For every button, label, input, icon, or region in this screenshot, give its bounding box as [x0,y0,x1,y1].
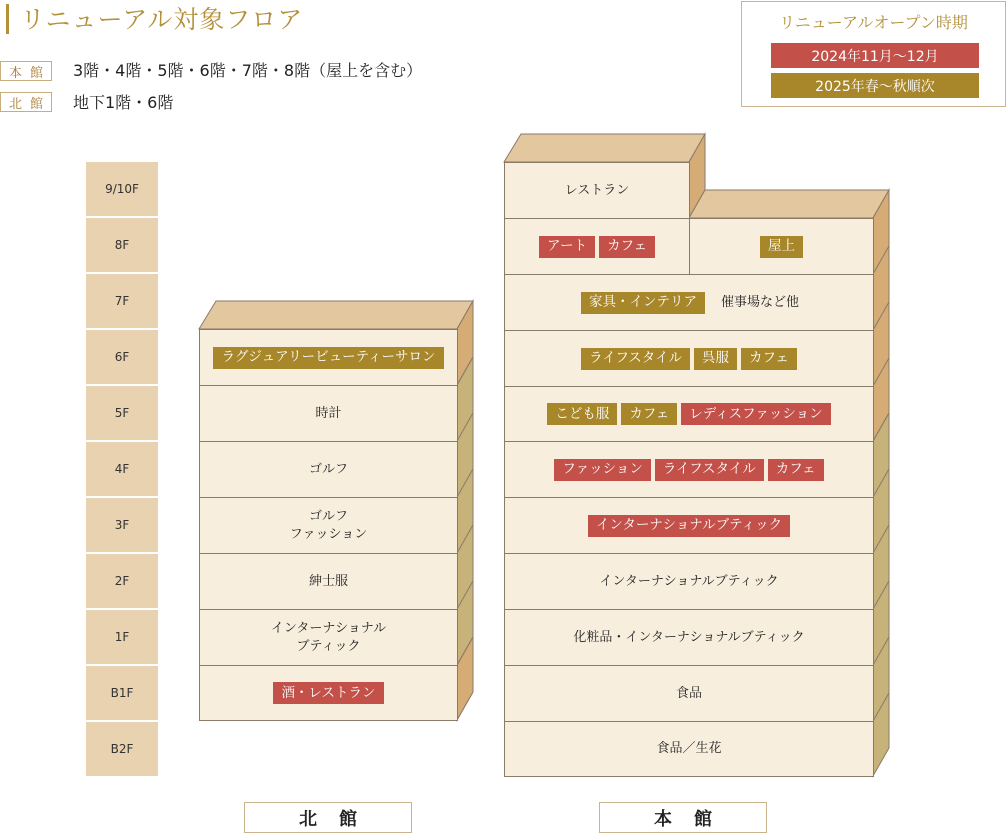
north-floor-3f: ゴルフ ファッション [199,497,458,554]
main-floor-1f: 化粧品・インターナショナルブティック [504,609,874,666]
north-roof [199,301,473,329]
floor-label-4f: 4F [86,442,158,496]
main-6f-tag-lifestyle: ライフスタイル [581,348,690,370]
north-floor-1f: インターナショナル ブティック [199,609,458,666]
north-floor-6f [199,329,458,386]
main-5f-tag-ladies: レディスファッション [681,403,830,425]
floor-label-5f: 5F [86,386,158,440]
main-floor-7f [504,274,874,331]
main-8f-tag-art: アート [539,236,595,258]
floor-label-b2f: B2F [86,722,158,776]
main-floor-b2f: 食品／生花 [504,721,874,777]
main-floor-3f [504,497,874,554]
floor-label-6f: 6F [86,330,158,384]
north-b1f-tag: 酒・レストラン [273,682,383,704]
legend-title: リニューアルオープン時期 [779,13,968,32]
main-7f-text: 催事場など他 [720,294,799,310]
main-4f-tag-cafe: カフェ [768,459,824,481]
main-floor-8f-right [689,218,874,275]
floor-label-3f: 3F [86,498,158,552]
north-floor-4f: ゴルフ [199,441,458,498]
main-roof [689,190,889,218]
main-4f-tag-lifestyle: ライフスタイル [655,459,764,481]
main-floor-9-10f: レストラン [504,162,690,219]
main-8f-tag-rooftop: 屋上 [760,236,803,258]
main-building-label: 本館 [599,802,767,833]
main-6f-tag-gofuku: 呉服 [694,348,737,370]
legend-item-2024: 2024年11月〜12月 [771,43,979,68]
main-tower-roof [504,134,705,162]
main-building-tag: 本館 [0,61,52,81]
floor-label-9-10f: 9/10F [86,162,158,216]
floor-label-b1f: B1F [86,666,158,720]
main-floor-b1f: 食品 [504,665,874,722]
north-floor-2f: 紳士服 [199,553,458,610]
main-5f-tag-cafe: カフェ [621,403,677,425]
main-3f-tag: インターナショナルブティック [588,515,790,537]
floor-label-7f: 7F [86,274,158,328]
main-building-floors: 3階・4階・5階・6階・7階・8階（屋上を含む） [73,61,423,80]
legend-item-2025: 2025年春〜秋順次 [771,73,979,98]
main-floor-6f [504,330,874,387]
floor-label-2f: 2F [86,554,158,608]
north-building-label: 北館 [244,802,412,833]
north-6f-tag: ラグジュアリービューティーサロン [213,347,443,369]
main-8f-tag-cafe: カフェ [599,236,655,258]
main-5f-tag-kids: こども服 [547,403,617,425]
main-6f-tag-cafe: カフェ [741,348,797,370]
main-floor-4f [504,441,874,498]
page-title: リニューアル対象フロア [20,5,304,34]
main-7f-tag: 家具・インテリア [581,292,705,314]
north-floor-5f: 時計 [199,385,458,442]
main-floor-5f [504,386,874,442]
main-4f-tag-fashion: ファッション [554,459,650,481]
north-floor-b1f [199,665,458,721]
main-floor-2f: インターナショナルブティック [504,553,874,610]
floor-label-8f: 8F [86,218,158,272]
main-floor-8f-left [504,218,690,275]
floor-label-1f: 1F [86,610,158,664]
north-building-tag: 北館 [0,92,52,112]
north-building-floors: 地下1階・6階 [73,93,174,112]
